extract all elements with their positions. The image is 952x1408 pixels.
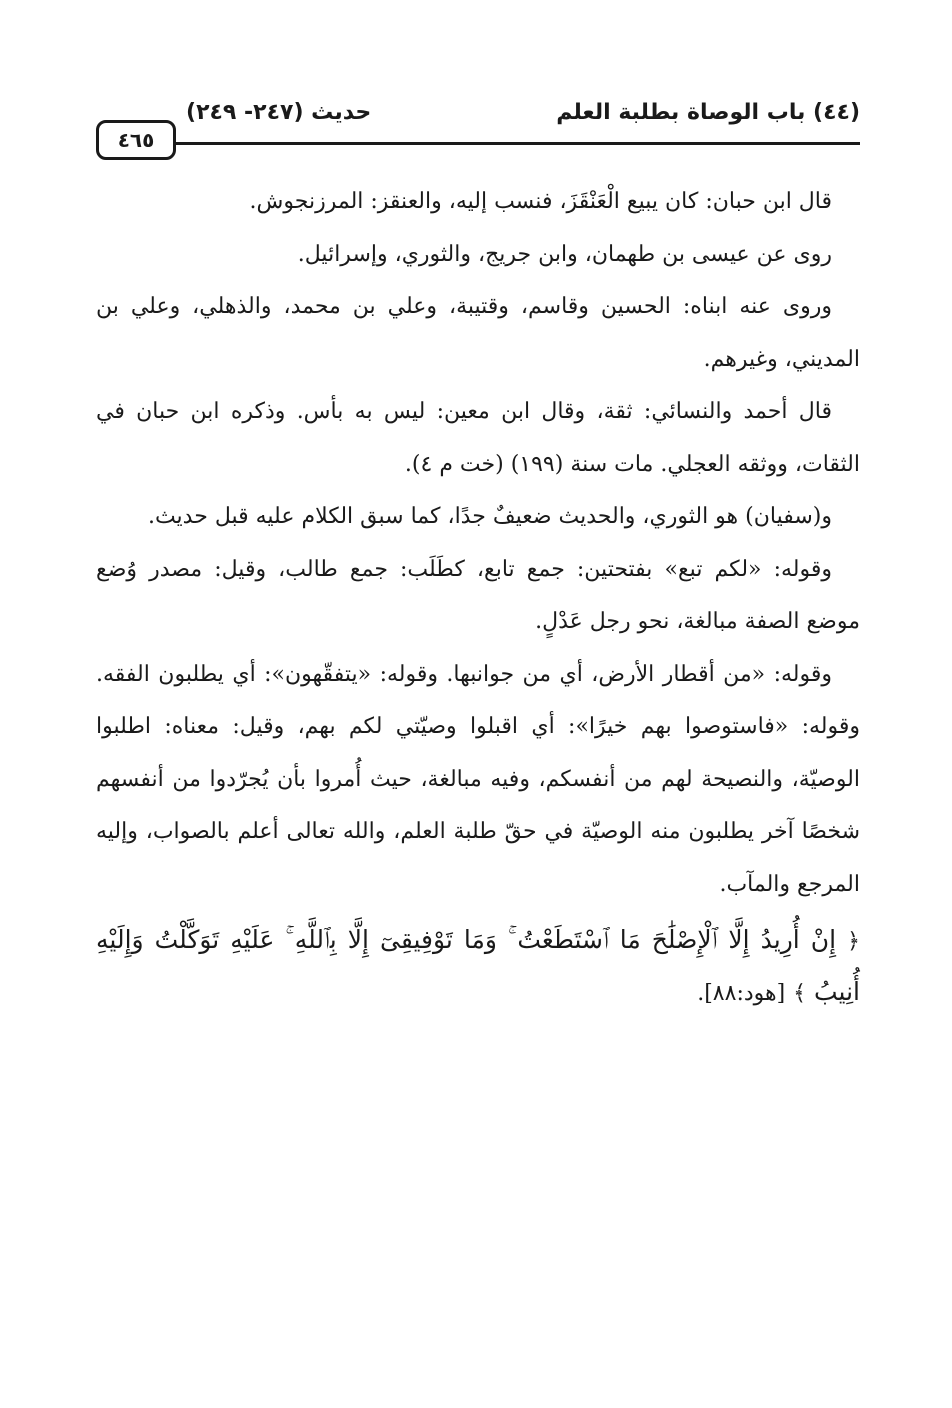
- verse-close-bracket: ﴾: [793, 981, 807, 1006]
- body-text: [96, 176, 860, 1019]
- header-rule: [174, 142, 860, 145]
- verse-text: إِنْ أُرِيدُ إِلَّا ٱلْإِصْلَٰحَ مَا ٱسْتَطَعْتُ ۚ وَمَا تَوْفِيقِىٓ إِلَّا بِٱللَّهِ ۚ عَلَيْهِ تَوَكَّلْتُ وَإِلَيْهِ أُنِيبُ: [96, 925, 860, 1006]
- paragraph-lakum-taba: وقوله: «لكم تبع» بفتحتين: جمع تابع، كطَلَب: جمع طالب، وقيل: مصدر وُضع موضع الصفة مبالغة، نحو رجل عَدْلٍ.: [96, 556, 860, 634]
- paragraph-explanation: وقوله: «من أقطار الأرض، أي من جوانبها. وقوله: «يتفقّهون»: أي يطلبون الفقه. وقوله: «فاستوصوا بهم خيرًا»: أي اقبلوا وصيّتي لكم بهم، وقيل: معناه: اطلبوا الوصيّة، والنصيحة لهم من أنفسكم، وفيه مبالغة، حيث أُمروا بأن يُجرّدوا من أنفسهم شخصًا آخر يطلبون منه الوصيّة في حقّ طلبة العلم، والله تعالى أعلم بالصواب، وإليه المرجع والمآب.: [96, 661, 860, 897]
- paragraph-narrated-from: روى عن عيسى بن طهمان، وابن جريج، والثوري، وإسرائيل.: [297, 241, 832, 267]
- verse-reference: [هود:٨٨].: [697, 981, 786, 1006]
- hadith-range: حديث (٢٤٧- ٢٤٩): [186, 100, 372, 125]
- page-header: [96, 96, 860, 156]
- verse-open-bracket: ﴿: [847, 929, 861, 954]
- paragraph-narrated-by: وروى عنه ابناه: الحسين وقاسم، وقتيبة، وعلي بن محمد، والذهلي، وعلي بن المديني، وغيرهم.: [96, 294, 860, 372]
- paragraph-sufyan: و(سفيان) هو الثوري، والحديث ضعيفٌ جدًا، كما سبق الكلام عليه قبل حديث.: [147, 504, 832, 529]
- running-title: (٤٤) باب الوصاة بطلبة العلم: [556, 100, 860, 125]
- paragraph-ibn-hibban: قال ابن حبان: كان يبيع الْعَنْقَزَ، فنسب إليه، والعنقز: المرزنجوش.: [249, 189, 832, 214]
- page-number: ٤٦٥: [96, 120, 176, 160]
- paragraph-grading: قال أحمد والنسائي: ثقة، وقال ابن معين: ليس به بأس. وذكره ابن حبان في الثقات، ووثقه العجلي. مات سنة (١٩٩) (خت م ٤).: [96, 399, 860, 477]
- quran-verse: [96, 915, 860, 1019]
